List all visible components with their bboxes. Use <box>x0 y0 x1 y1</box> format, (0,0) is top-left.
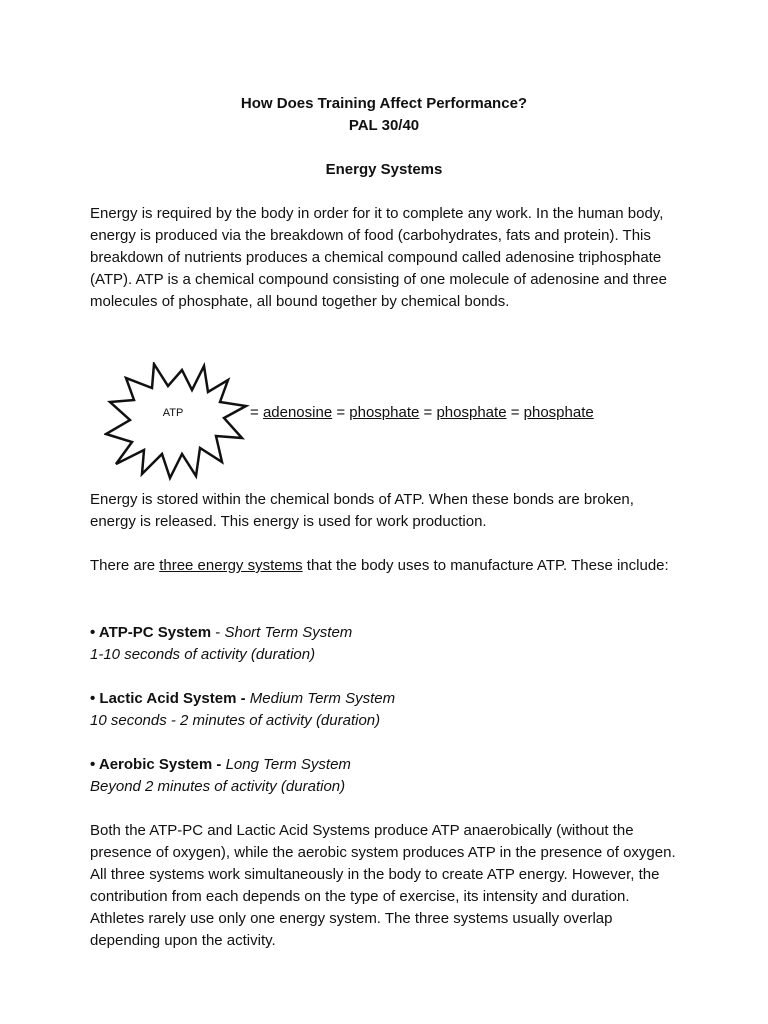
system-item-lactic-acid <box>90 688 680 732</box>
systems-intro-before: There are <box>90 557 160 574</box>
system-term: Short Term System <box>224 624 353 641</box>
section-heading: Energy Systems <box>325 161 443 178</box>
system-term: Medium Term System <box>249 690 396 707</box>
system-item-atp-pc <box>90 622 680 666</box>
system-separator: - <box>211 624 225 641</box>
systems-intro-after: that the body uses to manufacture ATP. These include: <box>302 557 669 574</box>
three-energy-systems-phrase: three energy systems <box>159 557 303 574</box>
system-duration: 1-10 seconds of activity (duration) <box>90 646 316 663</box>
system-duration: 10 seconds - 2 minutes of activity (duration) <box>90 712 381 729</box>
system-heading <box>90 754 680 776</box>
system-item-aerobic <box>90 754 680 798</box>
equals-sign: = <box>336 404 346 421</box>
system-duration: Beyond 2 minutes of activity (duration) <box>90 778 346 795</box>
phosphate-term: phosphate <box>349 404 420 421</box>
equals-sign: = <box>250 404 259 421</box>
closing-paragraph: Both the ATP-PC and Lactic Acid Systems produce ATP anaerobically (without the presence of oxygen), while the aerobic system produces ATP in the presence of oxygen. All three systems work simultaneously in the body to create ATP energy. However, the contribution from each depends on the type of exercise, its intensity and duration. Athletes rarely use only one energy system. The three systems usually overlap depending upon the activity. <box>90 822 676 949</box>
bonds-paragraph: Energy is stored within the chemical bonds of ATP. When these bonds are broken, energy is released. This energy is used for work production. <box>90 491 634 530</box>
atp-equation <box>250 402 594 424</box>
system-heading <box>90 622 680 644</box>
equals-sign: = <box>510 404 520 421</box>
system-name: • Lactic Acid System - <box>90 690 246 707</box>
intro-paragraph: Energy is required by the body in order for it to complete any work. In the human body, energy is produced via the breakdown of food (carbohydrates, fats and protein). This breakdown of nutrients produces a chemical compound called adenosine triphosphate (ATP). ATP is a chemical compound consisting of one molecule of adenosine and three molecules of phosphate, all bound together by chemical bonds. <box>90 205 667 310</box>
atp-diagram <box>90 360 690 485</box>
course-code: PAL 30/40 <box>348 117 420 134</box>
systems-intro-paragraph <box>90 555 680 577</box>
system-heading <box>90 688 680 710</box>
document-title: How Does Training Affect Performance? <box>240 95 528 112</box>
starburst-icon <box>104 362 254 482</box>
atp-label: ATP <box>162 407 184 419</box>
system-name: • ATP-PC System <box>90 624 212 641</box>
phosphate-term: phosphate <box>523 404 594 421</box>
phosphate-term: phosphate <box>436 404 507 421</box>
system-name: • Aerobic System - <box>90 756 222 773</box>
adenosine-term: adenosine <box>262 404 333 421</box>
system-term: Long Term System <box>225 756 351 773</box>
equals-sign: = <box>423 404 433 421</box>
